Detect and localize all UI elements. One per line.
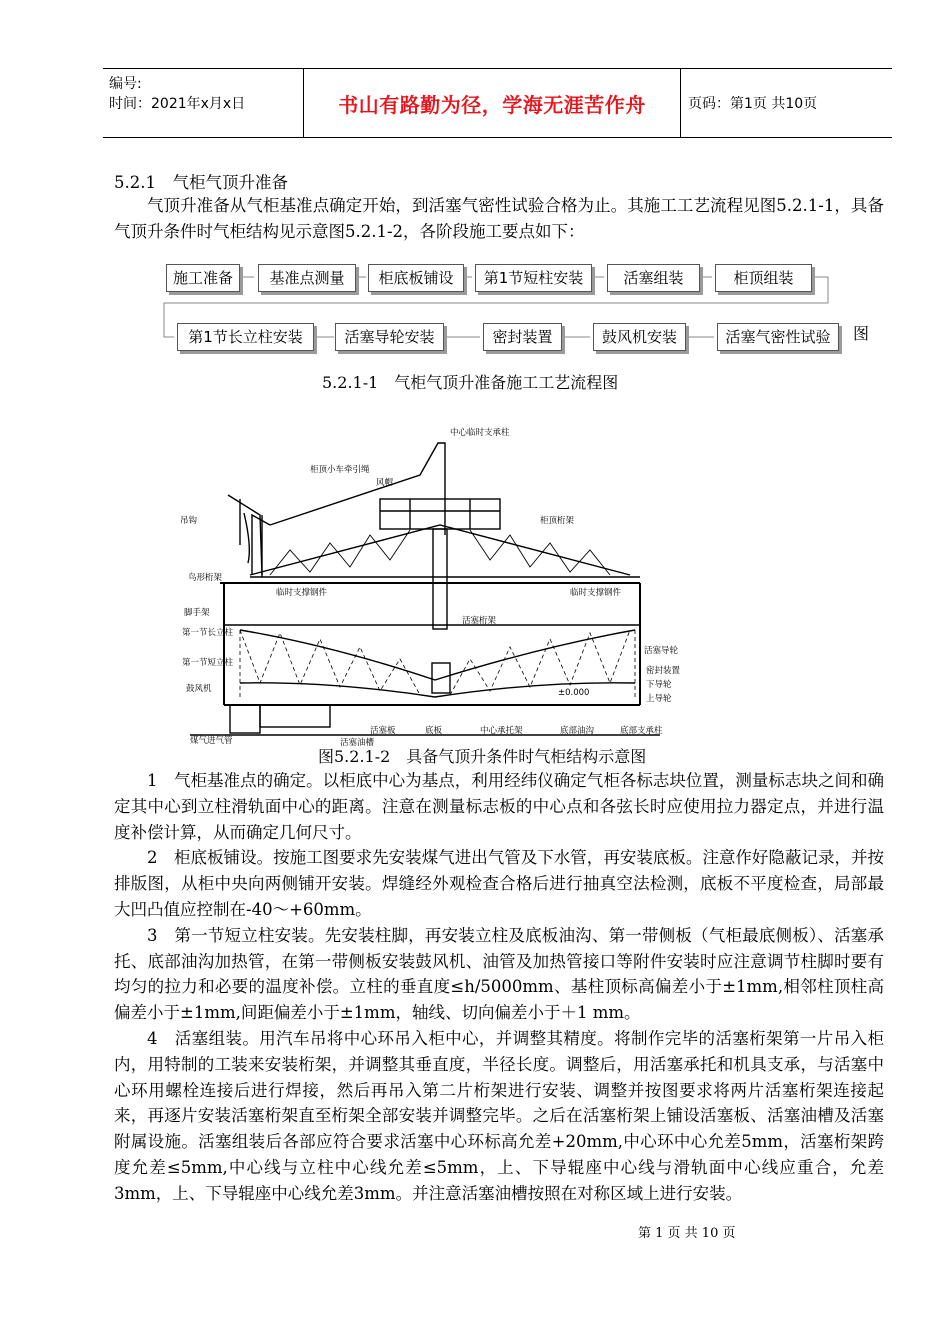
intro-paragraph: 气顶升准备从气柜基准点确定开始，到活塞气密性试验合格为止。其施工工艺流程见图5.2.1-1，具备气顶升条件时气柜结构见示意图5.2.1-2，各阶段施工要点如下： (114, 196, 884, 241)
flow-step: 密封装置 (483, 323, 562, 351)
label-piston-plate: 活塞板 (370, 726, 396, 736)
header-number-label: 编号: (109, 76, 142, 92)
label-crane: 吊钩 (180, 516, 198, 526)
label-blower: 鼓风机 (186, 684, 212, 694)
label-oil-groove: 活塞油槽 (340, 738, 375, 748)
header-motto-cell (303, 69, 681, 137)
label-first-long-column: 第一节长立柱 (182, 628, 234, 638)
body-text (114, 768, 884, 1207)
label-center-ring: 中心承托架 (480, 726, 523, 736)
label-gas-pipe: 煤气进气管 (190, 736, 233, 746)
label-piston-rollers: 活塞导轮 (644, 646, 679, 656)
body-paragraph: 4 活塞组装。用汽车吊将中心环吊入柜中心，并调整其精度。将制作完毕的活塞桁架第一片吊入柜内，用特制的工装来安装桁架，并调整其垂直度，半径长度。调整后，用活塞承托和机具支承，与活塞中心环用螺栓连接后进行焊接，然后再吊入第二片桁架进行安装、调整并按图要求将两片活塞桁架连接起来，再逐片安装活塞桁架直至桁架全部安装并调整完毕。之后在活塞桁架上铺设活塞板、活塞油槽及活塞附属设施。活塞组装后各部应符合要求活塞中心环标高允差+20mm,中心环中心允差5mm，活塞桁架跨度允差≤5mm,中心线与立柱中心线允差≤5mm，上、下导辊座中心线与滑轨面中心线应重合，允差3mm，上、下导辊座中心线允差3mm。并注意活塞油槽按照在对称区域上进行安装。 (114, 1028, 884, 1203)
label-bird-truss: 鸟形桁架 (188, 573, 223, 583)
label-upper-roller: 上导轮 (646, 694, 672, 704)
flowchart-caption: 5.2.1-1 气柜气顶升准备施工工艺流程图 (322, 373, 619, 392)
label-roof-winch: 柜顶小车牵引绳 (310, 465, 370, 475)
header-page-label: 页码：第1页 共10页 (688, 96, 818, 112)
section-heading: 5.2.1 气柜气顶升准备 (114, 173, 288, 192)
label-temp-support-left: 临时支撑钢件 (276, 588, 328, 598)
flow-step: 第1节短柱安装 (475, 264, 592, 292)
flow-step: 基准点测量 (258, 264, 356, 292)
flow-step: 第1节长立柱安装 (177, 323, 314, 351)
intro-text (114, 193, 884, 245)
flow-step: 柜顶组装 (715, 264, 812, 292)
label-datum: ±0.000 (558, 688, 590, 698)
label-bottom-oil: 底部油沟 (560, 726, 595, 736)
label-bottom-support: 底部支承柱 (620, 726, 663, 736)
header-motto: 书山有路勤为径，学海无涯苦作舟 (338, 92, 646, 117)
flow-step: 活塞气密性试验 (717, 323, 839, 351)
header-date-label: 时间：2021年x月x日 (109, 96, 246, 112)
label-lower-roller: 下导轮 (646, 680, 672, 690)
flow-step: 鼓风机安装 (593, 323, 686, 351)
label-ventilator: 风帽 (376, 478, 394, 488)
label-scaffold: 脚手架 (184, 608, 210, 618)
label-roof-truss: 柜顶桁架 (540, 516, 575, 526)
label-first-short-column: 第一节短立柱 (182, 658, 234, 668)
header-left-cell (103, 69, 303, 137)
body-paragraph: 1 气柜基准点的确定。以柜底中心为基点，利用经纬仪确定气柜各标志块位置，测量标志块之间和确定其中心到立柱滑轨面中心的距离。注意在测量标志板的中心点和各弦长时应使用拉力器定点，并进行温度补偿计算，从而确定几何尺寸。 (114, 771, 884, 842)
page-footer: 第 1 页 共 10 页 (638, 1226, 736, 1241)
label-seal-device: 密封装置 (646, 666, 680, 676)
flow-step: 活塞导轮安装 (335, 323, 444, 351)
label-piston-truss: 活塞桁架 (462, 616, 497, 626)
label-bottom-plate: 底板 (425, 726, 443, 736)
flow-step: 活塞组装 (607, 264, 700, 292)
process-flowchart (150, 253, 890, 353)
body-paragraph: 2 柜底板铺设。按施工图要求先安装煤气进出气管及下水管，再安装底板。注意作好隐蔽记录，并按排版图，从柜中央向两侧铺开安装。焊缝经外观检查合格后进行抽真空法检测，底板不平度检查，局部最大凹凸值应控制在-40～+60mm。 (114, 848, 884, 919)
flowchart-trailing-char: 图 (853, 324, 870, 343)
label-temp-support-right: 临时支撑钢件 (570, 588, 622, 598)
gas-holder-diagram (180, 415, 680, 750)
flow-step: 柜底板铺设 (368, 264, 464, 292)
diagram-caption: 图5.2.1-2 具备气顶升条件时气柜结构示意图 (318, 747, 647, 766)
flow-step: 施工准备 (166, 264, 240, 292)
body-paragraph: 3 第一节短立柱安装。先安装柱脚，再安装立柱及底板油沟、第一带侧板（气柜最底侧板）、活塞承托、底部油沟加热管，在第一带侧板安装鼓风机、油管及加热管接口等附件安装时应注意调节柱脚时要有均匀的拉力和必要的温度补偿。立柱的垂直度≤h/5000mm、基柱顶标高偏差小于±1mm,相邻柱顶柱高偏差小于±1mm,间距偏差小于±1mm，轴线、切向偏差小于＋1 mm。 (114, 925, 884, 1023)
label-center-support: 中心临时支承柱 (450, 428, 510, 438)
page-header (103, 68, 892, 138)
